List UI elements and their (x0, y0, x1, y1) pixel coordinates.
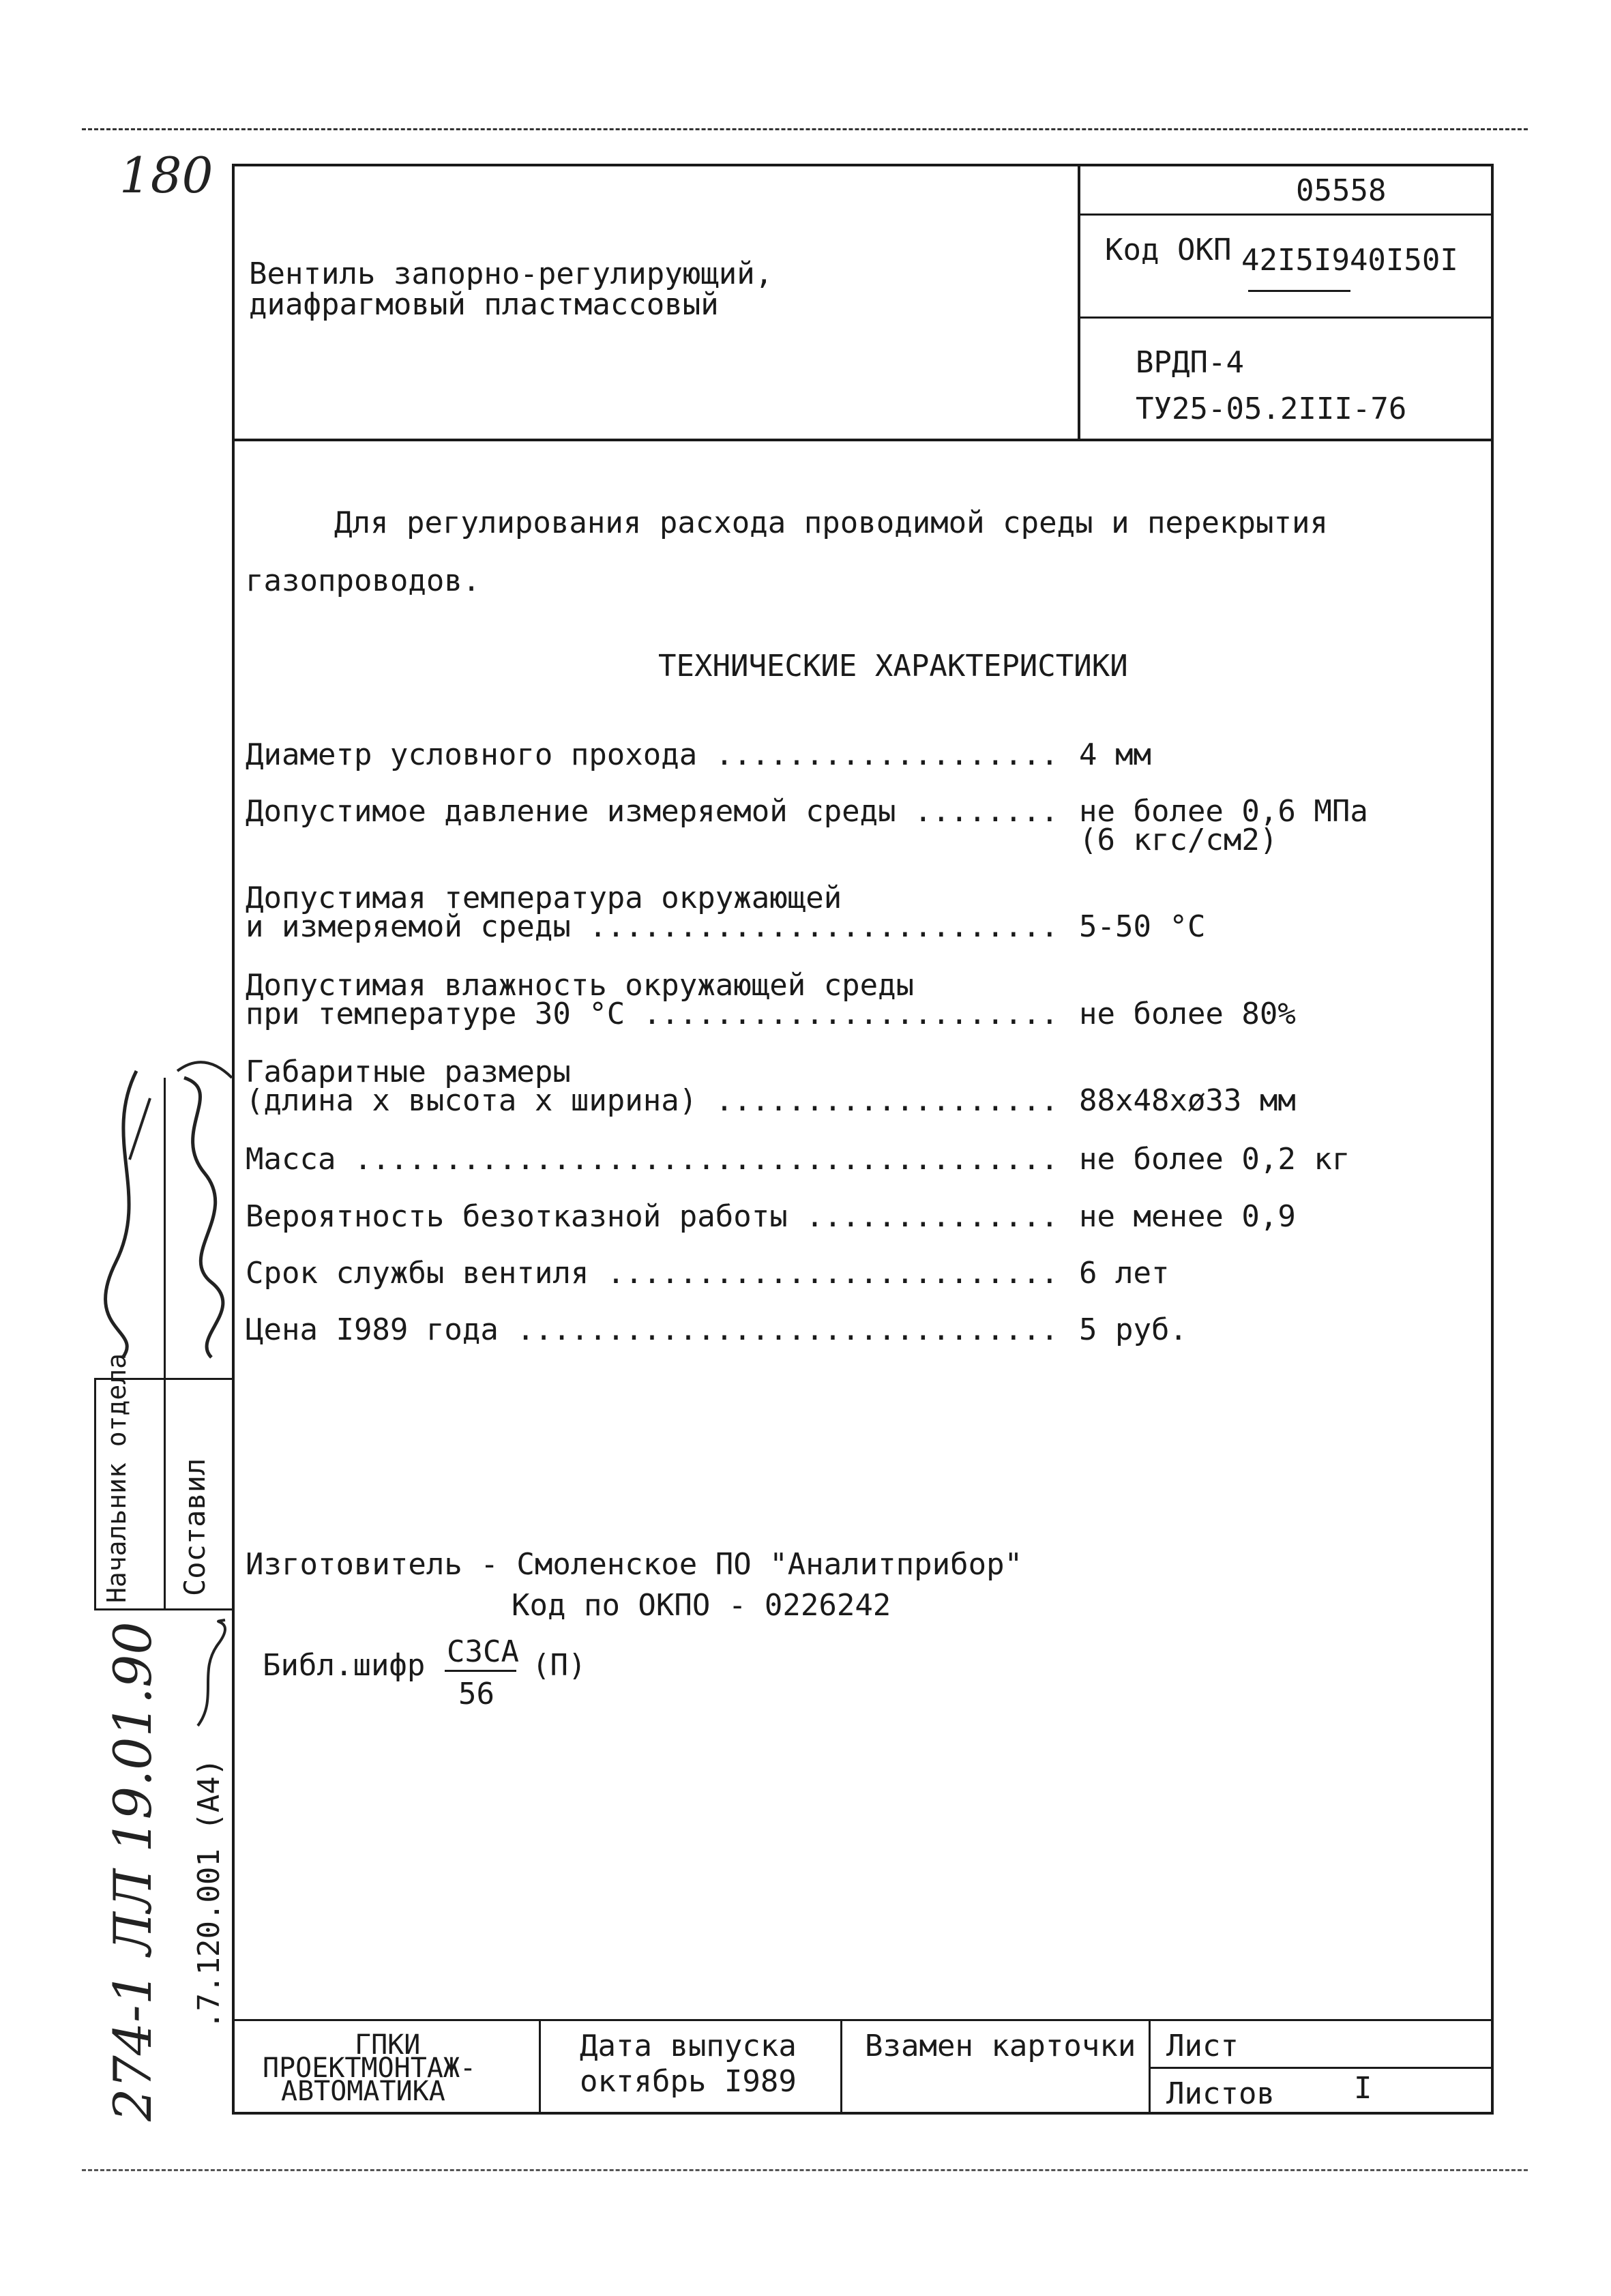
spec-value-secondary: (6 кгс/см2) (1079, 823, 1278, 857)
spec-value: не менее 0,9 (1079, 1199, 1296, 1234)
okp-code-underline (1248, 290, 1350, 292)
doc-number: 05558 (1296, 173, 1387, 208)
margin-handwritten-reference: 274-1 ЛЛ 19.01.90 (102, 1621, 163, 2121)
spec-label: и измеряемой среды .......................... (246, 909, 1059, 944)
spec-label: Диаметр условного прохода ................... (246, 737, 1059, 772)
stamp-head-of-department: Начальник отдела (102, 1353, 132, 1603)
header-divider-bottom (232, 439, 1494, 441)
spec-label-line1: Габаритные размеры (246, 1055, 571, 1089)
footer-org-line2: ПРОЕКТМОНТАЖ- (263, 2052, 477, 2084)
spec-row-humidity-2 (246, 999, 1405, 1029)
spec-row-dimensions-2 (246, 1083, 1405, 1118)
header-divider-vertical (1078, 164, 1080, 441)
spec-row-temperature-2 (246, 909, 1405, 944)
spec-value: не более 0,6 МПа (1079, 794, 1368, 829)
spec-row-pressure (246, 794, 1405, 857)
footer-org-line1: ГПКИ (355, 2029, 421, 2061)
library-fraction-bar (445, 1670, 516, 1672)
spec-row-reliability (246, 1199, 1405, 1234)
library-label: Библ.шифр (263, 1648, 426, 1683)
library-numerator: СЗСА (447, 1634, 519, 1669)
handwritten-sheet-number: 180 (119, 147, 213, 204)
header-divider-row2 (1078, 317, 1494, 319)
spec-label-line1: Допустимая температура окружающей (246, 881, 842, 915)
library-suffix: (П) (532, 1648, 587, 1683)
spec-value: не более 0,2 кг (1079, 1142, 1350, 1177)
footer-row-split (1149, 2067, 1494, 2069)
spec-row-mass (246, 1142, 1405, 1177)
footer-replaces-label: Взамен карточки (865, 2029, 1136, 2063)
purpose-line2: газопроводов. (246, 563, 481, 598)
specs-title: ТЕХНИЧЕСКИЕ ХАРАКТЕРИСТИКИ (658, 649, 1128, 683)
frame-right (1491, 164, 1494, 2115)
product-title-line2: диафрагмовый пластмассовый (249, 287, 719, 322)
bottom-dashed-border (82, 2169, 1528, 2171)
frame-top (232, 164, 1494, 166)
spec-label: Срок службы вентиля ......................... (246, 1256, 1059, 1291)
footer-org-line3: АВТОМАТИКА (281, 2076, 445, 2107)
spec-value: 5-50 °С (1079, 909, 1206, 944)
spec-row-price (246, 1312, 1405, 1347)
margin-document-code: .7.120.001 (А4) (192, 1758, 226, 2029)
manufacturer-line2: Код по ОКПО - 0226242 (512, 1588, 891, 1623)
okp-label: Код ОКП (1105, 233, 1232, 267)
footer-sheets-value: I (1354, 2071, 1372, 2106)
spec-label: при температуре 30 °С ....................... (246, 997, 1059, 1031)
spec-label: Масса ....................................... (246, 1142, 1059, 1177)
footer-col1 (539, 2019, 541, 2115)
footer-sheet-label: Лист (1166, 2029, 1239, 2063)
spec-label: Вероятность безотказной работы .............. (246, 1199, 1059, 1234)
okp-code: 42I5I940I50I (1241, 243, 1458, 278)
spec-label: Допустимое давление измеряемой среды ........ (246, 794, 1059, 829)
model-name: ВРДП-4 (1136, 345, 1244, 380)
spec-label-line1: Допустимая влажность окружающей среды (246, 968, 915, 1003)
purpose-line1: Для регулирования расхода проводимой среды и перекрытия (334, 505, 1328, 540)
margin-initials (191, 1617, 232, 1733)
spec-value: не более 80% (1079, 997, 1296, 1031)
stamp-bottom (94, 1608, 234, 1610)
signature-head (89, 1057, 164, 1371)
footer-sheets-label: Листов (1166, 2076, 1275, 2111)
signature-author (164, 1050, 239, 1371)
spec-value: 5 руб. (1079, 1312, 1187, 1347)
tu-number: ТУ25-05.2III-76 (1136, 392, 1407, 426)
product-title-line1: Вентиль запорно-регулирующий, (249, 256, 773, 291)
library-denominator: 56 (458, 1677, 494, 1711)
footer-release-date: октябрь I989 (580, 2064, 797, 2099)
header-divider-row1 (1078, 214, 1494, 216)
footer-release-label: Дата выпуска (580, 2029, 797, 2063)
frame-bottom (232, 2112, 1494, 2115)
manufacturer-line1: Изготовитель - Смоленское ПО "Аналитприбор" (246, 1547, 1023, 1582)
spec-label: (длина х высота х ширина) ................... (246, 1083, 1059, 1118)
footer-col2 (840, 2019, 842, 2115)
stamp-outer-left (94, 1378, 96, 1610)
spec-label: Цена I989 года .............................. (246, 1312, 1059, 1347)
spec-value: 4 мм (1079, 737, 1151, 772)
spec-row-service-life (246, 1256, 1405, 1291)
spec-value: 88x48xø33 мм (1079, 1083, 1296, 1118)
stamp-author: Составил (178, 1458, 211, 1596)
spec-row-diameter (246, 737, 1405, 772)
spec-value: 6 лет (1079, 1256, 1170, 1291)
top-dashed-border (82, 128, 1528, 130)
footer-top (232, 2019, 1494, 2021)
